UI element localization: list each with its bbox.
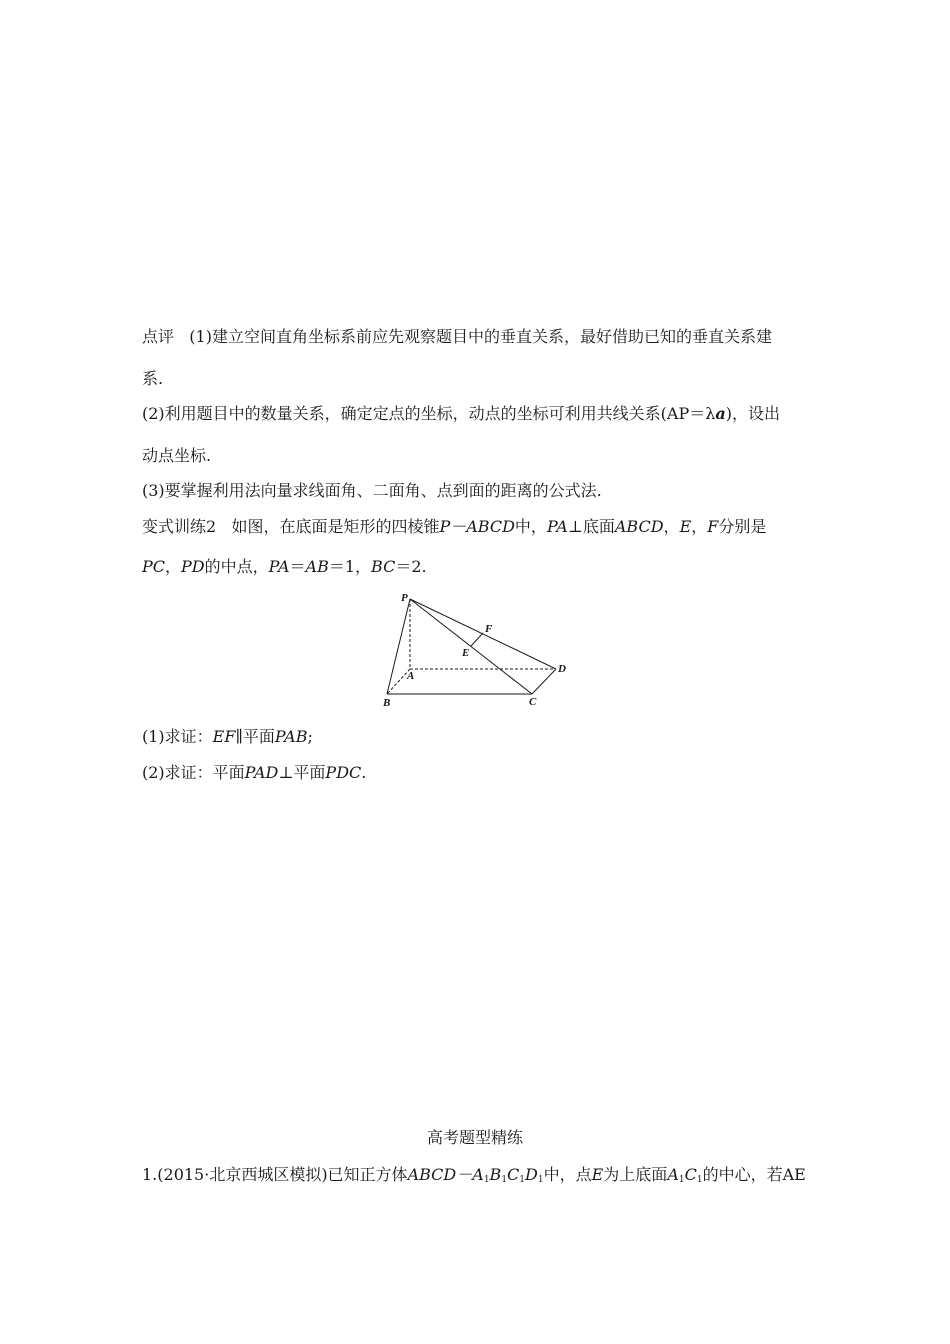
comment-point-1b: 系. xyxy=(142,369,164,388)
segment-EF xyxy=(471,633,483,646)
comment-point-2a: (2)利用题目中的数量关系，确定定点的坐标，动点的坐标可利用共线关系(AP＝λ xyxy=(142,404,716,423)
label-F: F xyxy=(485,623,493,635)
label-E: E xyxy=(462,647,470,659)
pyramid-figure xyxy=(378,588,578,713)
label-B: B xyxy=(383,697,391,709)
exercise-title: 变式训练2 xyxy=(142,517,217,536)
comment-line-2 xyxy=(142,369,163,389)
comment-point-1a: (1)建立空间直角坐标系前应先观察题目中的垂直关系，最好借助已知的垂直关系建 xyxy=(189,327,772,346)
exercise-line-1: 变式训练2 如图，在底面是矩形的四棱锥P－ABCD中，PA⊥底面ABCD，E，F分别是 xyxy=(142,517,767,536)
comment-line-5 xyxy=(142,481,602,501)
label-D: D xyxy=(558,663,566,675)
edge-CD xyxy=(532,669,556,694)
exercise-line-2: PC，PD的中点，PA＝AB＝1，BC＝2. xyxy=(142,557,427,576)
label-A: A xyxy=(407,670,415,682)
question-1: (1)求证：EF∥平面PAB; xyxy=(142,727,313,746)
edge-PD xyxy=(410,599,556,669)
comment-line-3: (2)利用题目中的数量关系，确定定点的坐标，动点的坐标可利用共线关系(AP＝λa)，设出 xyxy=(142,404,780,423)
comment-line-1 xyxy=(142,327,772,347)
vector-a: a xyxy=(715,404,726,423)
comment-point-2b: 动点坐标. xyxy=(142,446,212,465)
comment-line-4 xyxy=(142,446,211,466)
comment-point-3: (3)要掌握利用法向量求线面角、二面角、点到面的距离的公式法. xyxy=(142,481,602,500)
label-P: P xyxy=(401,592,408,604)
comment-label: 点评 xyxy=(142,327,175,346)
label-C: C xyxy=(529,696,537,708)
edge-PC xyxy=(410,599,532,694)
problem-1: 1.(2015·北京西城区模拟)已知正方体$ABCD-A_1B_1C_1D_1$中，点E为上底面$A_1C_1$的中心，若AE xyxy=(142,1165,806,1185)
question-2: (2)求证：平面PAD⊥平面PDC. xyxy=(142,763,367,782)
section-title: 高考题型精练 xyxy=(426,1128,523,1147)
